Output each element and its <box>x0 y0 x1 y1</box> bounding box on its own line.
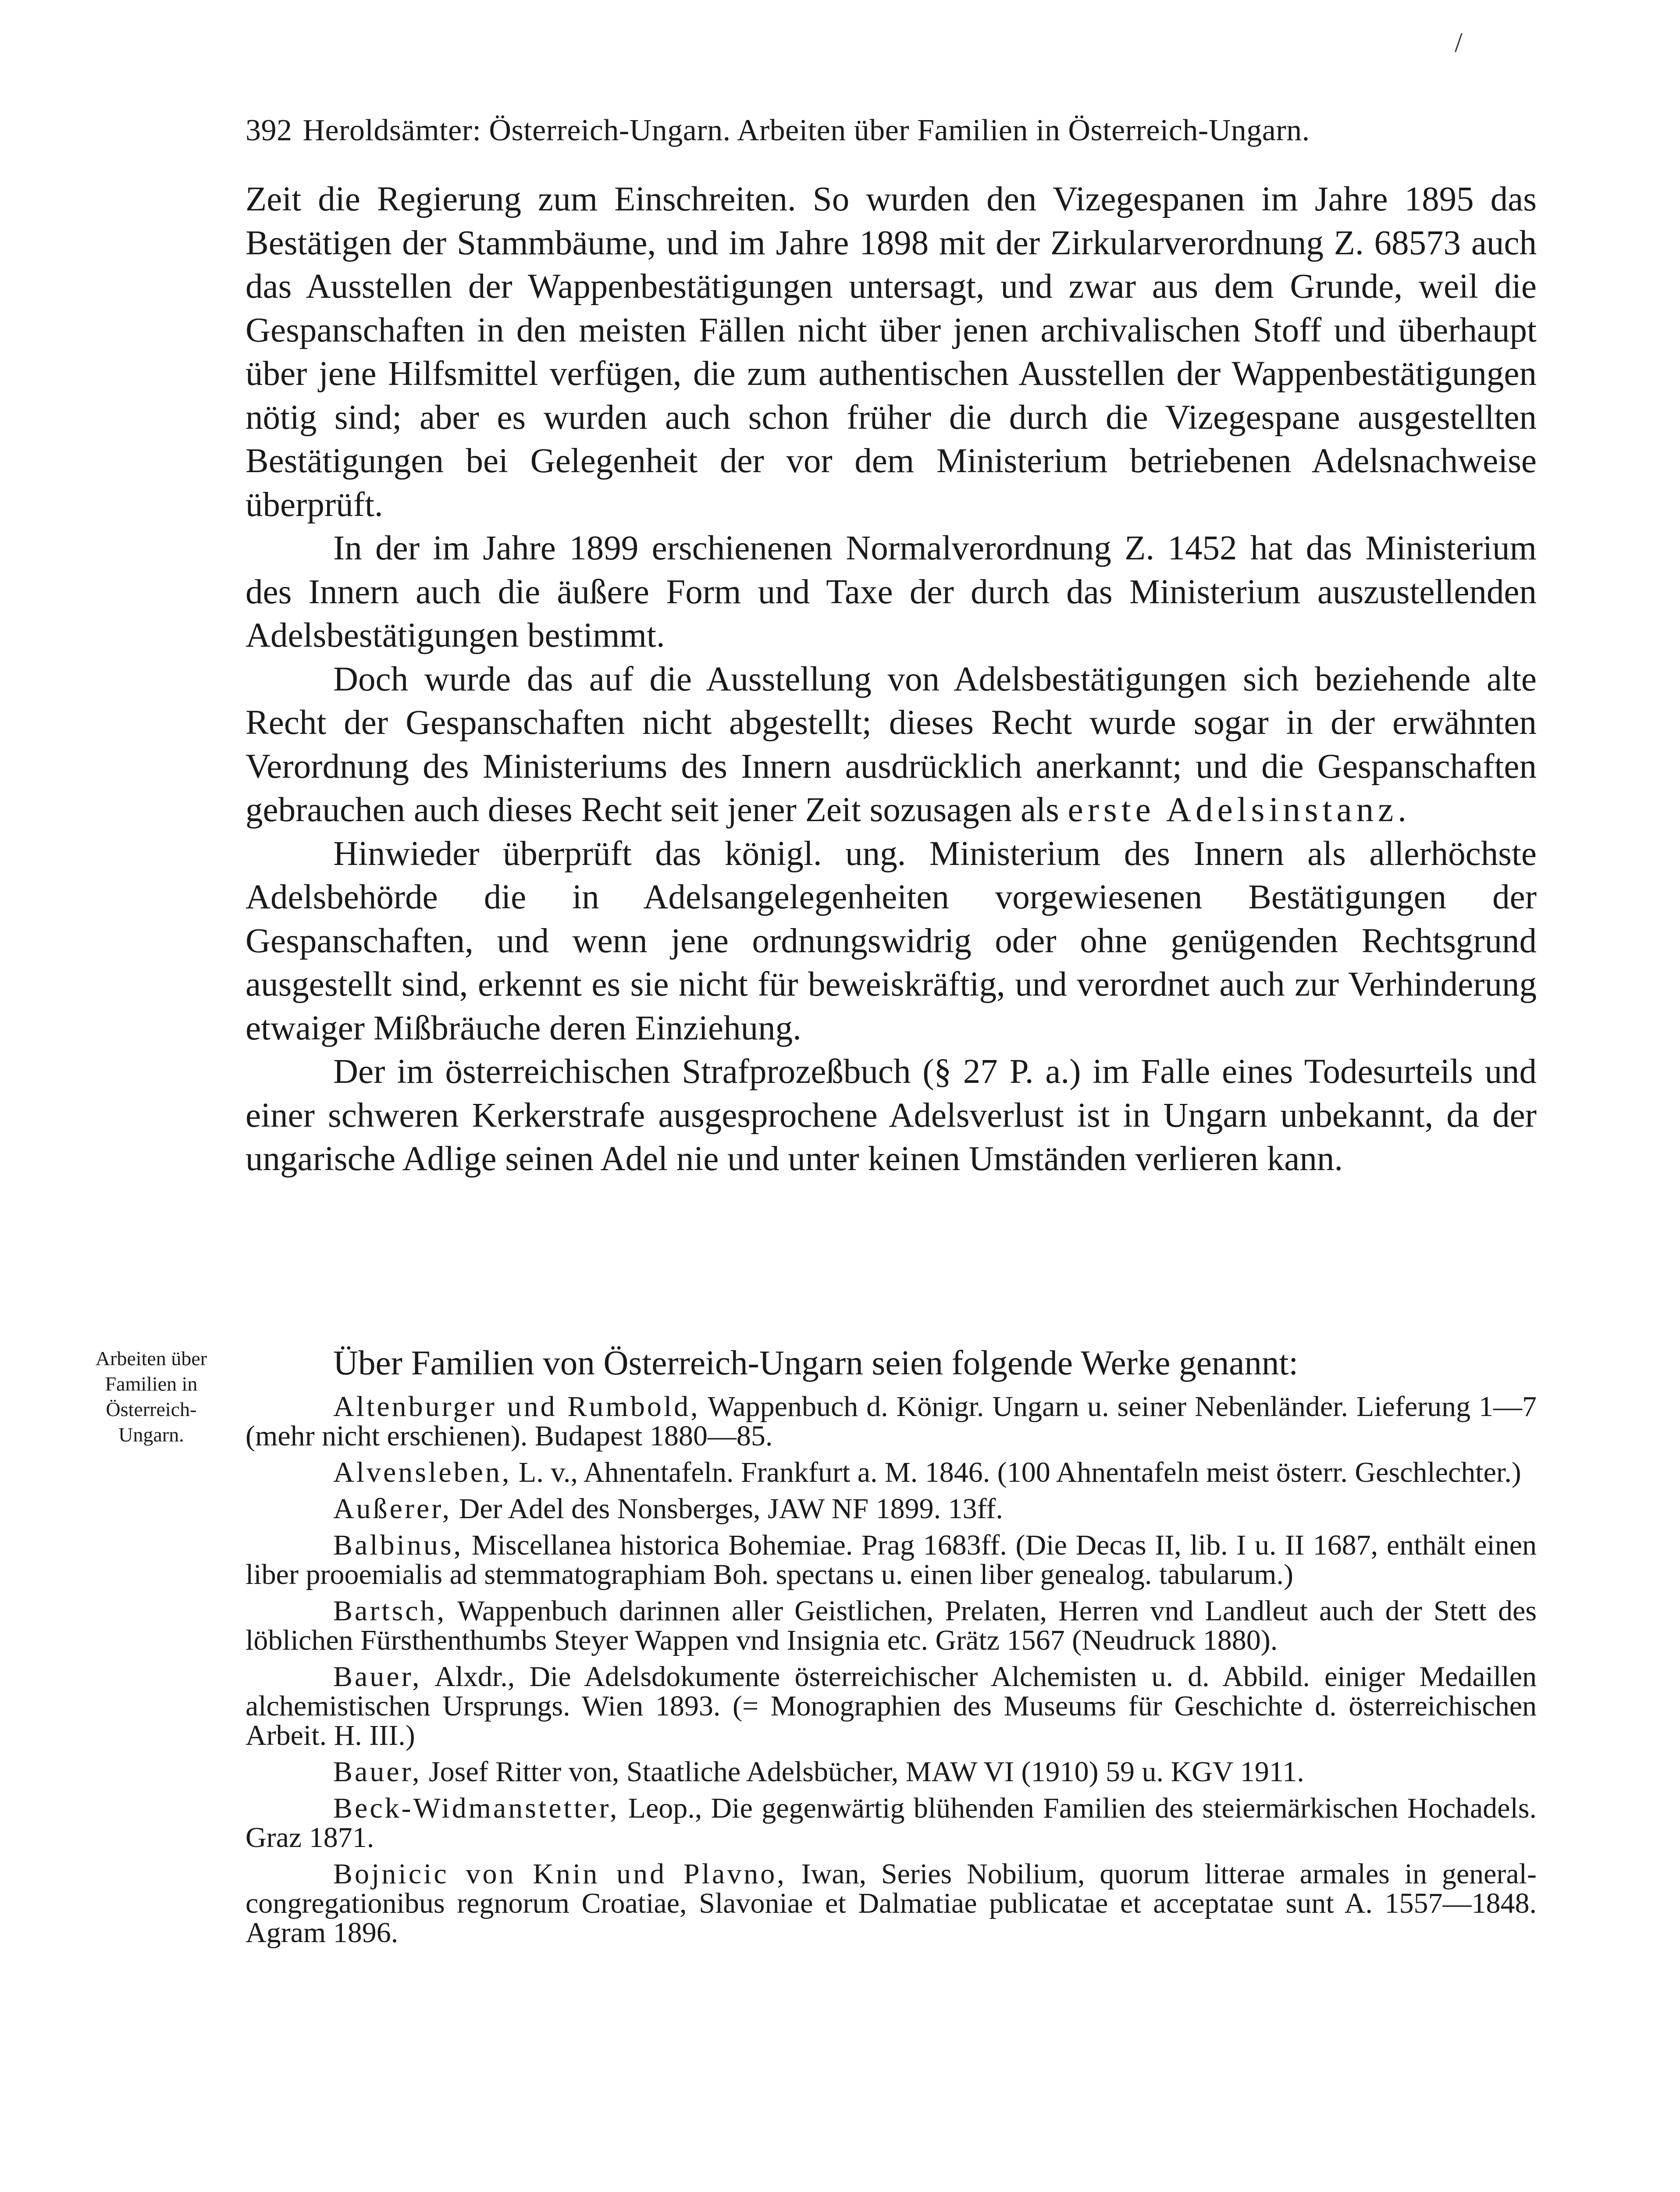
running-head <box>246 109 1517 153</box>
bibliography-entry <box>246 1530 1537 1589</box>
body-text <box>246 178 1537 1181</box>
bib-text: Wappenbuch darinnen aller Geistlichen, Prelaten, Herren vnd Landleut auch der Stett des löblichen Fürsthenthumbs Steyer Wappen vnd Insignia etc. Grätz 1567 (Neudruck 1880). <box>246 1595 1537 1656</box>
bib-text: Iwan, Series Nobilium, quorum litterae armales in general-congregationibus regnorum Croatiae, Slavoniae et Dalmatiae publicatae et acceptatae sunt A. 1557—1848. Agram 1896. <box>246 1858 1537 1949</box>
bib-author: Alvensleben, <box>333 1456 512 1488</box>
bibliography-entry <box>246 1793 1537 1852</box>
bib-author: Bauer, <box>333 1756 422 1788</box>
page-number: 392 <box>246 114 292 147</box>
paragraph: Zeit die Regierung zum Einschreiten. So wurden den Vizegespanen im Jahre 1895 das Bestätigen der Stammbäume, und im Jahre 1898 mit der Zirkularverordnung Z. 68573 auch das Ausstellen der Wappenbestätigungen untersagt, und zwar aus dem Grunde, weil die Gespanschaften in den meisten Fällen nicht über jenen archivalischen Stoff und überhaupt über jene Hilfsmittel verfügen, die zum authentischen Ausstellen der Wappenbestätigungen nötig sind; aber es wurden auch schon früher die durch die Vizegespane ausgestellten Bestätigungen bei Gelegenheit der vor dem Ministerium betriebenen Adelsnachweise überprüft. <box>246 180 1537 524</box>
bib-author: Beck-Widmanstetter, <box>333 1792 619 1824</box>
bib-text: Alxdr., Die Adelsdokumente österreichischer Alchemisten u. d. Abbild. einiger Medaillen alchemistischen Ursprungs. Wien 1893. (= Monographien des Museums für Geschichte d. österreichischen Arbeit. H. III.) <box>246 1661 1537 1751</box>
bibliography-entry <box>246 1859 1537 1947</box>
bib-author: Bartsch, <box>333 1595 447 1627</box>
margin-note-line: Ungarn. <box>118 1423 184 1446</box>
bib-author: Altenburger und Rumbold, <box>333 1391 700 1423</box>
margin-note-line: Österreich- <box>106 1398 197 1420</box>
bib-author: Außerer, <box>333 1493 452 1525</box>
bibliography-intro: Über Familien von Österreich-Ungarn seien folgende Werke genannt: <box>333 1344 1299 1382</box>
bib-text: Wappenbuch d. Königr. Ungarn u. seiner Nebenländer. Lieferung 1—7 (mehr nicht erschienen). Budapest 1880—85. <box>246 1391 1537 1452</box>
bib-text: Miscellanea historica Bohemiae. Prag 1683ff. (Die Decas II, lib. I u. II 1687, enthält einen liber prooemialis ad stemmatographiam Boh. spectans u. einen liber genealog. tabularum.) <box>246 1529 1537 1591</box>
emphasis-text: erste Adelsinstanz <box>1068 791 1398 829</box>
paragraph: In der im Jahre 1899 erschienenen Normalverordnung Z. 1452 hat das Ministerium des Innern auch die äußere Form und Taxe der durch das Ministerium auszustellenden Adelsbestätigungen bestimmt. <box>246 529 1537 655</box>
bib-author: Bojnicic von Knin und Plavno, <box>333 1858 787 1890</box>
bib-text: Josef Ritter von, Staatliche Adelsbücher, MAW VI (1910) 59 u. KGV 1911. <box>421 1756 1304 1788</box>
paragraph-text: Doch wurde das auf die Ausstellung von Adelsbestätigungen sich beziehende alte Recht der Gespanschaften nicht abgestellt; dieses Recht wurde sogar in der erwähnten Verordnung des Ministeriums des Innern ausdrücklich anerkannt; und die Gespanschaften gebrauchen auch dieses Recht seit jener Zeit sozusagen als <box>246 660 1537 829</box>
margin-note-line: Arbeiten über <box>95 1347 207 1370</box>
margin-note-line: Familien in <box>105 1373 198 1395</box>
margin-note <box>70 1346 232 1448</box>
bib-author: Bauer, <box>333 1661 422 1693</box>
bibliography-entry <box>246 1757 1537 1786</box>
bibliography-entry <box>246 1596 1537 1655</box>
paragraph-text: . <box>1398 791 1406 829</box>
bibliography-list <box>246 1392 1537 1954</box>
bib-text: L. v., Ahnentafeln. Frankfurt a. M. 1846. (100 Ahnentafeln meist österr. Geschlechter.) <box>511 1456 1521 1488</box>
paragraph: Der im österreichischen Strafprozeßbuch (§ 27 P. a.) im Falle eines Todesurteils und einer schweren Kerkerstrafe ausgesprochene Adelsverlust ist in Ungarn unbekannt, da der ungarische Adlige seinen Adel nie und unter keinen Umständen verlieren kann. <box>246 1053 1537 1178</box>
paragraph: Hinwieder überprüft das königl. ung. Ministerium des Innern als allerhöchste Adelsbehörde die in Adelsangelegenheiten vorgewiesenen Bestätigungen der Gespanschaften, und wenn jene ordnungswidrig oder ohne genügenden Rechtsgrund ausgestellt sind, erkennt es sie nicht für beweiskräftig, und verordnet auch zur Verhinderung etwaiger Mißbräuche deren Einziehung. <box>246 834 1537 1047</box>
corner-mark: / <box>1455 27 1463 58</box>
bib-text: Der Adel des Nonsberges, JAW NF 1899. 13ff. <box>452 1493 1003 1525</box>
bib-author: Balbinus, <box>333 1529 463 1561</box>
bibliography-entry <box>246 1494 1537 1523</box>
paragraph <box>246 658 1537 832</box>
bib-text: Leop., Die gegenwärtig blühenden Familien des steiermärkischen Hochadels. Graz 1871. <box>246 1792 1537 1854</box>
bibliography-entry <box>246 1392 1537 1451</box>
bibliography-entry <box>246 1662 1537 1750</box>
bibliography-entry <box>246 1458 1537 1487</box>
running-head-title: Heroldsämter: Österreich-Ungarn. Arbeiten über Familien in Österreich-Ungarn. <box>303 114 1310 147</box>
